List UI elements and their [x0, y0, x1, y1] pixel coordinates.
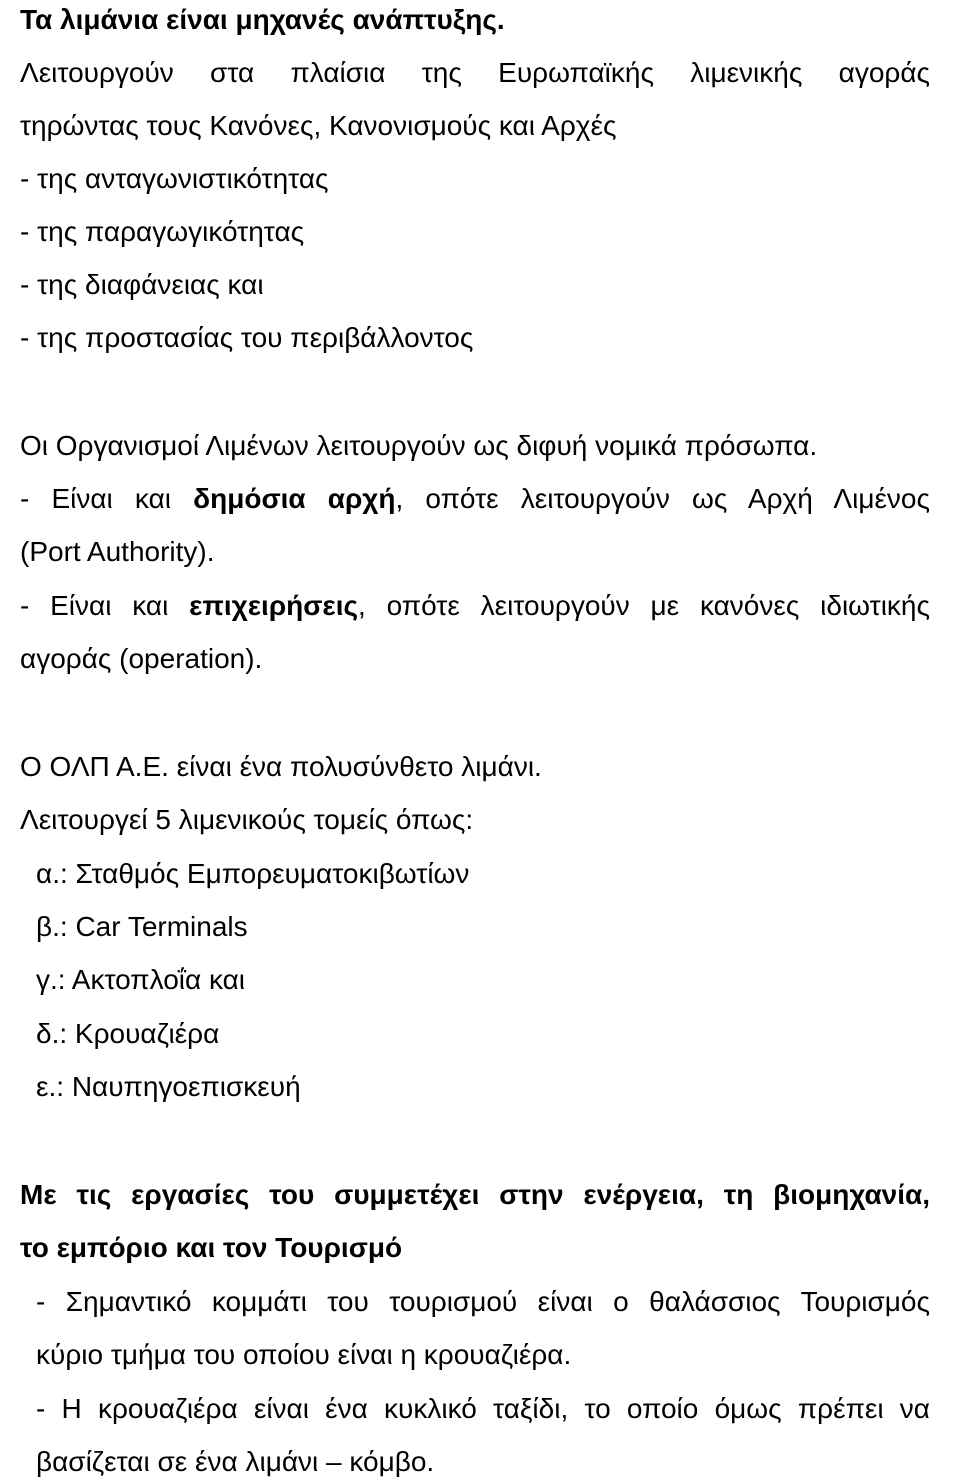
list-item: ε.: Ναυπηγοεπισκευή — [36, 1071, 301, 1102]
text-span: - Είναι και — [20, 590, 190, 621]
list-item: - της προστασίας του περιβάλλοντος — [20, 322, 474, 353]
bold-term-enterprises: επιχειρήσεις — [189, 590, 359, 621]
list-item: - της παραγωγικότητας — [20, 216, 305, 247]
paragraph-line: αγοράς (operation). — [20, 643, 263, 674]
paragraph-line: - Η κρουαζιέρα είναι ένα κυκλικό ταξίδι, το οποίο όμως πρέπει να — [36, 1393, 930, 1424]
paragraph-line: - Σημαντικό κομμάτι του τουρισμού είναι ο θαλάσσιος Τουρισμός — [36, 1286, 930, 1317]
paragraph-line: Οι Οργανισμοί Λιμένων λειτουργούν ως διφυή νομικά πρόσωπα. — [20, 430, 818, 461]
paragraph-line: Λειτουργούν στα πλαίσια της Ευρωπαϊκής λιμενικής αγοράς — [20, 57, 930, 88]
bold-paragraph-line: Με τις εργασίες του συμμετέχει στην ενέργεια, τη βιομηχανία, — [20, 1179, 930, 1210]
list-item: - της διαφάνειας και — [20, 269, 264, 300]
bold-term-public-authority: δημόσια αρχή — [193, 483, 396, 514]
paragraph-line — [20, 481, 930, 517]
paragraph-line: βασίζεται σε ένα λιμάνι – κόμβο. — [36, 1446, 435, 1477]
heading-ports-growth: Τα λιμάνια είναι μηχανές ανάπτυξης. — [20, 4, 505, 35]
text-span: , οπότε λειτουργούν ως Αρχή Λιμένος — [395, 483, 930, 514]
paragraph-line: (Port Authority). — [20, 536, 215, 567]
list-item: δ.: Κρουαζιέρα — [36, 1018, 220, 1049]
list-item: β.: Car Terminals — [36, 911, 248, 942]
list-item: - της ανταγωνιστικότητας — [20, 163, 329, 194]
paragraph-line: κύριο τμήμα του οποίου είναι η κρουαζιέρα. — [36, 1339, 572, 1370]
paragraph-line: Λειτουργεί 5 λιμενικούς τομείς όπως: — [20, 804, 474, 835]
list-item: γ.: Ακτοπλοΐα και — [36, 964, 246, 995]
bold-paragraph-line: το εμπόριο και τον Τουρισμό — [20, 1232, 403, 1263]
paragraph-line: Ο ΟΛΠ Α.Ε. είναι ένα πολυσύνθετο λιμάνι. — [20, 751, 542, 782]
text-span: - Είναι και — [20, 483, 194, 514]
list-item: α.: Σταθμός Εμπορευματοκιβωτίων — [36, 858, 470, 889]
paragraph-line — [20, 588, 930, 624]
text-span: , οπότε λειτουργούν με κανόνες ιδιωτικής — [358, 590, 930, 621]
paragraph-line: τηρώντας τους Κανόνες, Κανονισμούς και Αρχές — [20, 110, 617, 141]
